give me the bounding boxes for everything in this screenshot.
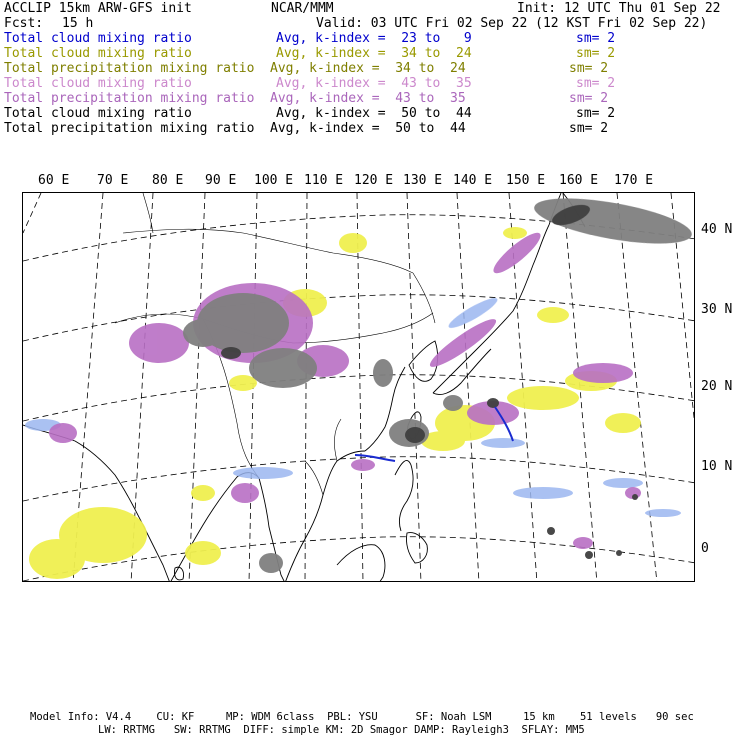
legend-row-sm: sm= 2	[569, 121, 609, 136]
model-info: Model Info: V4.4 CU: KF MP: WDM 6class PBL: YSU SF: Noah LSM 15 km 51 levels 90 sec	[30, 711, 694, 723]
lon-label: 150 E	[506, 173, 546, 188]
forecast-label: Fcst:	[4, 16, 44, 31]
center-label: NCAR/MMM	[271, 1, 334, 16]
lat-label: 10 N	[701, 459, 733, 474]
lat-label: 30 N	[701, 302, 733, 317]
lon-label: 130 E	[403, 173, 443, 188]
forecast-hour: 15 h	[62, 16, 94, 31]
legend-row-avg: Avg, k-index = 23 to 9	[276, 31, 472, 46]
cloud-top-field	[183, 193, 695, 573]
legend-row-name: Total cloud mixing ratio	[4, 46, 192, 61]
lon-label: 160 E	[559, 173, 599, 188]
init-time: Init: 12 UTC Thu 01 Sep 22	[517, 1, 721, 16]
legend-row-name: Total precipitation mixing ratio	[4, 91, 255, 106]
physics-info: LW: RRTMG SW: RRTMG DIFF: simple KM: 2D Smagor DAMP: Rayleigh3 SFLAY: MM5	[98, 724, 585, 736]
lon-label: 90 E	[205, 173, 237, 188]
plot-title: ACCLIP 15km ARW-GFS init	[4, 1, 192, 16]
lon-label: 110 E	[304, 173, 344, 188]
lon-label: 70 E	[97, 173, 129, 188]
legend-row-avg: Avg, k-index = 43 to 35	[276, 76, 472, 91]
cloud-low-field	[25, 294, 681, 517]
map-canvas	[23, 193, 695, 582]
lon-label: 120 E	[354, 173, 394, 188]
lon-label: 60 E	[38, 173, 70, 188]
legend-row-avg: Avg, k-index = 34 to 24	[276, 46, 472, 61]
lon-label: 100 E	[254, 173, 294, 188]
legend-row-avg: Avg, k-index = 50 to 44	[276, 106, 472, 121]
legend-row-sm: sm= 2	[576, 76, 616, 91]
lon-label: 140 E	[453, 173, 493, 188]
lat-label: 40 N	[701, 222, 733, 237]
lon-label: 170 E	[614, 173, 654, 188]
legend-row-sm: sm= 2	[576, 106, 616, 121]
map-panel	[22, 192, 695, 582]
legend-row-name: Total cloud mixing ratio	[4, 106, 192, 121]
lat-label: 0	[701, 541, 709, 556]
legend-row-sm: sm= 2	[569, 91, 609, 106]
legend-row-name: Total cloud mixing ratio	[4, 76, 192, 91]
legend-row-sm: sm= 2	[576, 46, 616, 61]
legend-row-name: Total precipitation mixing ratio	[4, 121, 255, 136]
legend-row-name: Total precipitation mixing ratio	[4, 61, 255, 76]
legend-row-avg: Avg, k-index = 43 to 35	[270, 91, 466, 106]
lat-label: 20 N	[701, 379, 733, 394]
legend-row-avg: Avg, k-index = 34 to 24	[270, 61, 466, 76]
legend-row-name: Total cloud mixing ratio	[4, 31, 192, 46]
legend-row-sm: sm= 2	[569, 61, 609, 76]
legend-row-sm: sm= 2	[576, 31, 616, 46]
cloud-mid-field	[29, 227, 641, 579]
legend-row-avg: Avg, k-index = 50 to 44	[270, 121, 466, 136]
lon-label: 80 E	[152, 173, 184, 188]
valid-time: Valid: 03 UTC Fri 02 Sep 22 (12 KST Fri 02 Sep 22)	[316, 16, 708, 31]
